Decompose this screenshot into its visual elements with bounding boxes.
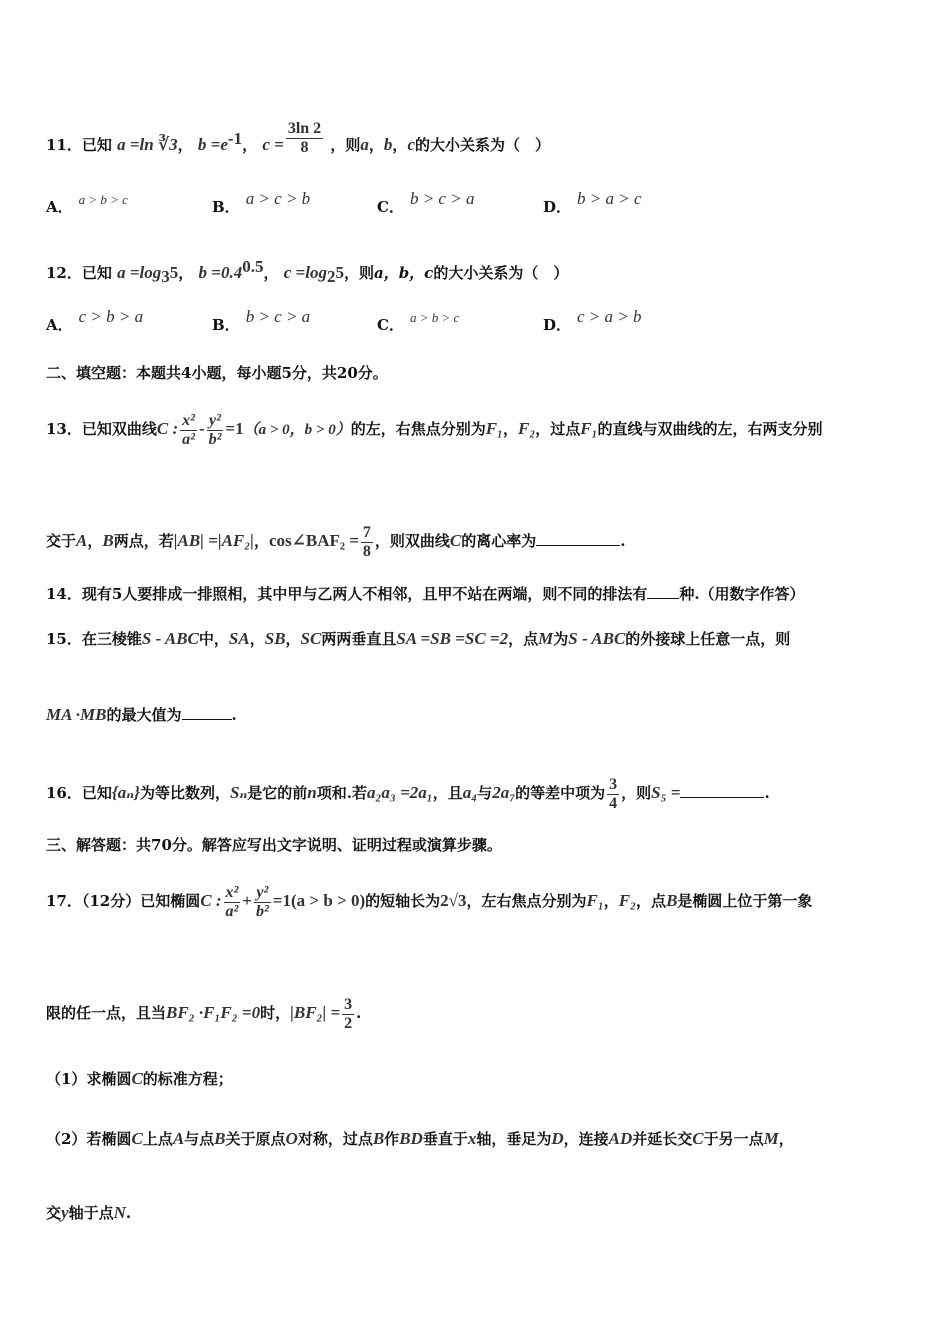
q11-c-fraction — [286, 120, 323, 156]
q14-number: 14． — [46, 585, 82, 603]
q16-number: 16． — [46, 784, 82, 803]
q17-part-2 — [46, 1130, 794, 1147]
q12-text-end: 的大小关系为（ ） — [433, 264, 569, 282]
q17-p2-comma: ， — [778, 1130, 794, 1148]
q11-comma4: ， — [392, 136, 408, 155]
q17-part-2-cont — [46, 1204, 131, 1221]
option-expr: c > b > a — [78, 307, 144, 326]
q16-sn: Sₙ — [230, 783, 248, 803]
q15-sa: SA — [228, 629, 250, 648]
q16-seq: {aₙ} — [111, 783, 141, 803]
q17-frac-y — [254, 884, 271, 920]
q13-f1: F₁ — [485, 419, 503, 439]
q17-f1: F₁ — [586, 891, 604, 911]
q16-text5: ，且 — [432, 784, 463, 803]
frac-den: a² — [182, 430, 195, 448]
q13-text7: ，则双曲线 — [374, 532, 450, 551]
q13-text2: 的左，右焦点分别为 — [350, 420, 486, 439]
q17-p2-text4: 关于原点 — [225, 1130, 286, 1148]
frac-num: y² — [254, 884, 271, 903]
q11-option-a — [46, 188, 128, 216]
q17-p2-text11: 于另一点 — [703, 1130, 764, 1148]
q12-comma2: ， — [263, 264, 279, 282]
q13-a: A — [76, 531, 88, 551]
q15-text4: ，点 — [508, 630, 539, 648]
q16-n: n — [307, 783, 317, 803]
option-label: D． — [543, 198, 572, 216]
q15-pyramid: S - ABC — [141, 629, 199, 648]
option-label: D． — [543, 316, 572, 334]
q12-a-expr: a =log — [117, 263, 162, 282]
question-17-cont — [46, 996, 361, 1032]
q13-comma2: ， — [87, 532, 103, 551]
q17-p2-text13: 轴于点 — [68, 1204, 114, 1222]
q17-p2-text10: 并延长交 — [632, 1130, 693, 1148]
q13-b: B — [102, 531, 114, 551]
q11-text: 已知 — [81, 136, 112, 155]
q15-text7: 的最大值为 — [106, 706, 182, 724]
q17-text6: 限的任一点，且当 — [46, 1004, 167, 1023]
q13-abs-expr: |AB| =|AF₂| — [173, 531, 254, 551]
q13-comma3: ， — [253, 532, 269, 551]
q11-var-c: c — [407, 135, 415, 155]
q17-p2-end: . — [125, 1204, 132, 1222]
q17-p2-d: D — [551, 1129, 564, 1148]
q17-c-lhs: C : — [200, 891, 222, 911]
option-expr: a > c > b — [245, 189, 311, 208]
q11-text-end: 的大小关系为（ ） — [414, 136, 550, 155]
q17-p1-text2: 的标准方程； — [142, 1070, 233, 1088]
q17-p2-text3: 与点 — [184, 1130, 215, 1148]
q15-text5: 为 — [553, 630, 569, 648]
q16-answer-blank[interactable] — [680, 785, 764, 798]
q17-text3: ，左右焦点分别为 — [466, 892, 587, 911]
q13-text4: 的直线与双曲线的左，右两支分别 — [597, 420, 823, 439]
q17-dot: BF₂ ·F₁F₂ =0 — [166, 1003, 261, 1023]
q17-p2-n: N — [113, 1203, 126, 1222]
frac-num: x² — [225, 884, 239, 901]
q12-text-then: ，则 — [343, 264, 374, 282]
q16-text8: ，则 — [621, 784, 652, 803]
q17-p2-text2: 上点 — [142, 1130, 173, 1148]
q11-comma: ， — [177, 136, 193, 155]
q11-c-num: 3ln 2 — [287, 120, 322, 137]
q12-option-c — [377, 306, 460, 334]
section-3-heading: 三、解答题：共70分。解答应写出文字说明、证明过程或演算步骤。 — [46, 836, 502, 854]
q15-text6: 的外接球上任意一点，则 — [625, 630, 791, 648]
q13-frac-y — [207, 412, 224, 448]
question-16 — [46, 776, 770, 812]
option-label: B． — [212, 198, 240, 216]
q15-sb: SB — [264, 629, 286, 648]
question-13-cont — [46, 524, 626, 560]
frac-den: 2 — [344, 1014, 353, 1032]
frac-den: b² — [255, 902, 269, 920]
q11-c-den: 8 — [300, 138, 309, 156]
q13-text6: 两点，若 — [113, 532, 174, 551]
frac-num: 3 — [344, 996, 353, 1013]
q15-text2: 中， — [198, 630, 229, 648]
q13-cos-frac — [361, 524, 373, 560]
q11-number: 11． — [46, 136, 82, 155]
q17-p2-text6: 作 — [384, 1130, 400, 1148]
q12-b-sup: 0.5 — [242, 257, 264, 276]
q17-frac — [342, 996, 354, 1032]
q17-p2-text5: 对称，过点 — [297, 1130, 373, 1148]
q15-dot: MA ·MB — [46, 705, 107, 724]
q12-text: 已知 — [81, 264, 112, 282]
frac-den: a² — [225, 902, 239, 920]
q14-tail: 种.（用数字作答） — [679, 585, 805, 603]
option-expr: c > a > b — [577, 307, 642, 326]
q15-eq: SA =SB =SC =2 — [396, 629, 509, 648]
frac-den: 8 — [362, 542, 371, 560]
q17-frac-x — [224, 884, 241, 920]
question-13 — [46, 412, 823, 448]
q17-p2-b2: B — [372, 1129, 385, 1148]
question-12 — [46, 258, 568, 285]
q17-p2-m: M — [763, 1129, 779, 1148]
option-expr: a > b > c — [409, 310, 460, 325]
q13-f2: F₂ — [518, 419, 536, 439]
q12-b-expr: b =0.4 — [198, 263, 243, 282]
q15-pyramid-again: S - ABC — [568, 629, 626, 648]
q13-number: 13． — [46, 420, 82, 439]
section-2-heading: 二、填空题：本题共4小题，每小题5分，共20分。 — [46, 364, 388, 382]
option-label: C． — [377, 316, 404, 334]
q17-score: （12分）已知椭圆 — [81, 892, 201, 911]
frac-den: 4 — [609, 794, 618, 812]
q12-option-b — [212, 306, 311, 334]
q17-p2-o: O — [285, 1129, 298, 1148]
question-15: 15．在三棱锥S - ABC中，SA，SB，SC两两垂直且SA =SB =SC =2，点M为S - ABC的外接球上任意一点，则 — [46, 629, 791, 648]
q15-text1: 在三棱锥 — [81, 630, 142, 648]
q12-c-expr: c =log — [283, 263, 327, 282]
q16-text3: 是它的前 — [247, 784, 308, 803]
question-11 — [46, 120, 550, 164]
q17-p2-c: C — [131, 1129, 143, 1148]
q12-c-tail: 5 — [335, 263, 344, 282]
q11-b-expr: b =e — [197, 135, 228, 155]
q12-c-sub: 2 — [326, 267, 336, 286]
q16-frac — [607, 776, 619, 812]
q16-eq: a₂a₃ =2a₁ — [367, 783, 433, 803]
option-label: C． — [377, 198, 404, 216]
q13-cond: （a > 0，b > 0） — [243, 422, 351, 439]
question-15-cont — [46, 706, 237, 723]
q17-plus: + — [242, 891, 252, 911]
q13-eq: =1 — [225, 419, 244, 439]
frac-num: x² — [182, 412, 195, 429]
q13-text5: 交于 — [46, 532, 77, 551]
q17-p1-text1: 求椭圆 — [86, 1070, 132, 1088]
q17-p2-c2: C — [692, 1129, 704, 1148]
q17-text7: 时， — [260, 1004, 291, 1023]
question-14 — [46, 586, 805, 602]
q17-f2: F₂ — [618, 891, 637, 911]
q16-text2: 为等比数列， — [140, 784, 231, 803]
q16-text4: 项和.若 — [316, 784, 367, 803]
q17-p2-y: y — [61, 1203, 69, 1222]
q12-a-tail: 5 — [169, 263, 179, 282]
q13-minus: - — [198, 419, 205, 439]
q17-p1-label: （1） — [46, 1070, 87, 1088]
q11-c-lhs: c = — [262, 135, 284, 155]
q17-end: . — [356, 1004, 362, 1023]
q17-abs: |BF₂| = — [290, 1003, 341, 1023]
frac-num: 7 — [362, 524, 371, 541]
q13-comma: ， — [502, 420, 518, 439]
q17-p2-text12: 交 — [46, 1204, 62, 1222]
q13-c-lhs: C : — [156, 419, 179, 439]
q15-m: M — [538, 629, 554, 648]
q15-end: . — [231, 706, 237, 724]
q11-b-sup: -1 — [227, 129, 243, 149]
q17-p2-a: A — [172, 1129, 185, 1148]
option-expr: b > a > c — [577, 189, 642, 208]
q14-text: 现有5人要排成一排照相，其中甲与乙两人不相邻，且甲不站在两端，则不同的排法有 — [81, 585, 648, 603]
q13-c: C — [449, 531, 462, 551]
option-expr: a > b > c — [78, 192, 128, 207]
q13-f1-again: F₁ — [580, 419, 598, 439]
q16-end: . — [764, 784, 770, 803]
option-label: B． — [212, 316, 240, 334]
q17-p2-ad: AD — [608, 1129, 633, 1148]
q13-answer-blank[interactable] — [536, 533, 620, 546]
q16-s5: S₅ = — [651, 783, 681, 803]
q17-p2-text7: 垂直于 — [422, 1130, 468, 1148]
q16-text7: 的等差中项为 — [515, 784, 606, 803]
q11-option-d — [543, 188, 642, 216]
frac-num: y² — [207, 412, 224, 431]
q11-option-c — [377, 188, 475, 216]
q12-vars: a，b，c — [373, 264, 434, 282]
q17-p2-label: （2） — [46, 1130, 87, 1148]
q15-answer-blank[interactable] — [182, 707, 232, 720]
q16-text6: 与 — [477, 784, 493, 803]
q11-a-expr: a =ln ∛3 — [117, 135, 178, 155]
question-17: 17．（12分）已知椭圆C : $\frac{\text{x²}}{\text{a²}}$ + $\frac{\text{y²}}{\text{b²}}$ =1(a > b > 0)的短轴长为2√3，左右焦点分别为F₁，F₂，点B是椭圆上位于第一象 — [46, 884, 813, 920]
q12-number: 12． — [46, 264, 82, 282]
q17-p1-c: C — [131, 1069, 143, 1088]
q13-end: . — [620, 532, 626, 551]
q11-text-then: ，则 — [330, 136, 361, 155]
frac-num: 3 — [609, 776, 618, 793]
q15-number: 15． — [46, 630, 82, 648]
q17-eq: =1(a > b > 0) — [272, 891, 366, 911]
q13-text3: ，过点 — [535, 420, 581, 439]
option-label: A． — [46, 316, 73, 334]
q17-b: B — [666, 891, 678, 911]
q17-p2-text8: 轴，垂足为 — [476, 1130, 552, 1148]
q17-p2-x: x — [467, 1129, 477, 1148]
q15-sc: SC — [300, 629, 322, 648]
q17-p2-text1: 若椭圆 — [86, 1130, 132, 1148]
q11-var-a: a — [360, 135, 369, 155]
q12-option-a — [46, 306, 144, 334]
q11-comma2: ， — [242, 136, 258, 155]
q13-text: 已知双曲线 — [81, 420, 157, 439]
q16-a4: a₄ — [462, 783, 478, 803]
option-expr: b > c > a — [409, 189, 475, 208]
q17-part-1 — [46, 1070, 233, 1087]
q12-option-d — [543, 306, 642, 334]
q12-comma: ， — [178, 264, 194, 282]
q13-text8: 的离心率为 — [461, 532, 537, 551]
option-label: A． — [46, 198, 73, 216]
q11-var-b: b — [383, 135, 393, 155]
frac-den: b² — [208, 430, 222, 448]
q11-option-b — [212, 188, 311, 216]
q14-answer-blank[interactable] — [647, 586, 679, 599]
q11-comma3: ， — [368, 136, 384, 155]
q16-a7: 2a₇ — [492, 783, 516, 803]
q16-text1: 已知 — [81, 784, 112, 803]
option-expr: b > c > a — [245, 307, 311, 326]
q17-p2-text9: ，连接 — [563, 1130, 609, 1148]
q12-a-sub: 3 — [161, 267, 170, 286]
q17-p2-b: B — [214, 1129, 226, 1148]
q17-number: 17． — [46, 892, 82, 911]
q17-text2: 的短轴长为 — [365, 892, 441, 911]
q15-text3: 两两垂直且 — [321, 630, 397, 648]
q17-text5: 是椭圆上位于第一象 — [677, 892, 813, 911]
q17-text4: ，点 — [636, 892, 667, 911]
q13-frac-x — [180, 412, 197, 448]
q17-p2-bd: BD — [399, 1129, 423, 1148]
q17-axis: 2√3 — [440, 891, 467, 911]
q13-cos-expr: cos∠BAF₂ = — [268, 531, 359, 551]
